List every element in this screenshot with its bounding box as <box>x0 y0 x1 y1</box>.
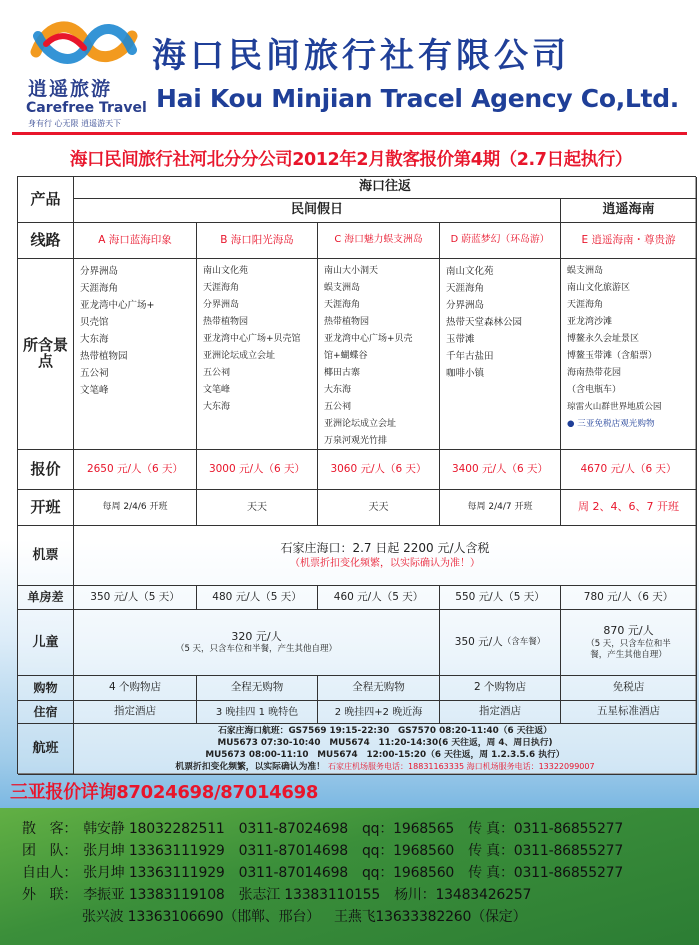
spot-item: 亚龙湾中心广场+贝壳 <box>324 334 413 344</box>
spot-item: 亚洲论坛成立会址 <box>203 351 276 361</box>
single-d: 550 元/人（5 天） <box>440 586 561 610</box>
hotel-c: 2 晚挂四+2 晚近海 <box>318 701 440 724</box>
spots-c <box>318 259 440 450</box>
depart-b: 天天 <box>197 490 318 526</box>
company-name-english: Hai Kou Minjian Tracel Agency Co,Ltd. <box>156 84 679 113</box>
contact-qq: qq：1968560 <box>361 843 455 859</box>
group-title: 海口往返 <box>74 177 697 199</box>
spot-item: （含电瓶车） <box>567 385 622 395</box>
spot-item: 南山文化苑 <box>446 266 494 277</box>
external-contact: 王燕飞13633382260（保定） <box>334 909 527 925</box>
spot-item: 热带植物园 <box>80 351 128 362</box>
logo-english-name: Carefree Travel <box>26 100 147 116</box>
flight-notes <box>175 761 594 773</box>
contact-tel: 0311-87014698 <box>238 843 348 859</box>
header-route: 线路 <box>18 223 74 259</box>
child-e-note-2: 餐，产生其他自理） <box>590 649 667 660</box>
ticket-price: 石家庄海口：2.7 日起 2200 元/人含税 <box>280 541 490 556</box>
external-label: 外 联： <box>22 887 78 903</box>
contact-label: 散 客： <box>22 821 78 837</box>
child-e <box>561 610 697 676</box>
external-contact: 张志江 13383110155 <box>238 887 381 903</box>
logo-chinese-name: 逍遥旅游 <box>28 78 113 100</box>
logo-slogan: 身有行 心无限 逍遥游天下 <box>28 119 122 128</box>
depart-a: 每周 2/4/6 开班 <box>74 490 197 526</box>
spot-item: 分界洲岛 <box>446 300 485 311</box>
header-product: 产品 <box>18 177 74 223</box>
contact-label: 自由人： <box>22 865 78 881</box>
price-c: 3060 元/人（6 天） <box>318 450 440 490</box>
spot-item: 热带植物园 <box>324 317 370 327</box>
flight-note: 机票折扣变化频繁，以实际确认为准！ <box>175 762 325 772</box>
hotel-b: 3 晚挂四 1 晚特色 <box>197 701 318 724</box>
sanya-hotline: 三亚报价详询87024698/87014698 <box>10 782 319 803</box>
route-e: E 逍遥海南・尊贵游 <box>561 223 697 259</box>
spot-item: 千年古盐田 <box>446 351 494 362</box>
contact-name: 韩安静 18032282511 <box>83 821 225 837</box>
subgroup-xiaoyao: 逍遥海南 <box>561 199 697 223</box>
hotel-d: 指定酒店 <box>440 701 561 724</box>
price-a: 2650 元/人（6 天） <box>74 450 197 490</box>
flight-info <box>74 724 697 775</box>
spot-item: 蜈支洲岛 <box>324 283 361 293</box>
route-b: B 海口阳光海岛 <box>197 223 318 259</box>
contact-row <box>22 840 637 860</box>
spot-item: 博鳌玉带滩（含船票） <box>567 351 658 361</box>
contact-fax: 传 真：0311-86855277 <box>468 865 624 881</box>
child-abc-note: （5 天，只含车位和半餐，产生其他自理） <box>175 644 338 655</box>
shopping-c: 全程无购物 <box>318 676 440 701</box>
route-a: A 海口蓝海印象 <box>74 223 197 259</box>
spots-d <box>440 259 561 450</box>
spot-item: 五公祠 <box>203 368 231 378</box>
child-e-price: 870 元/人 <box>603 624 654 638</box>
contact-label: 团 队： <box>22 843 78 859</box>
price-e: 4670 元/人（6 天） <box>561 450 697 490</box>
depart-c: 天天 <box>318 490 440 526</box>
shopping-d: 2 个购物店 <box>440 676 561 701</box>
child-e-note-1: （5 天，只含车位和半 <box>586 638 671 649</box>
contact-name: 张月坤 13363111929 <box>83 865 225 881</box>
child-abc-price: 320 元/人 <box>231 629 282 643</box>
contact-row <box>22 818 637 838</box>
spot-item: 亚龙湾中心广场+贝壳馆 <box>203 334 301 344</box>
flight-line-2: MU5673 07:30-10:40 MU5674 11:20-14:30(6 天往返，周 4、周日执行) <box>217 738 553 748</box>
price-table <box>17 176 696 774</box>
spot-item: 大东海 <box>80 334 109 345</box>
contact-fax: 传 真：0311-86855277 <box>468 843 624 859</box>
flight-line-3: MU5673 08:00-11:10 MU5674 12:00-15:20（6 天往返，周 1.2.3.5.6 执行） <box>205 750 565 760</box>
shopping-b: 全程无购物 <box>197 676 318 701</box>
contact-panel <box>0 808 699 945</box>
spot-item: 文笔峰 <box>80 385 109 396</box>
header-spots: 所含景点 <box>18 259 74 450</box>
single-a: 350 元/人（5 天） <box>74 586 197 610</box>
spot-item: 五公祠 <box>324 402 352 412</box>
header-flight: 航班 <box>18 724 74 775</box>
spots-e <box>561 259 697 450</box>
depart-e: 周 2、4、6、7 开班 <box>561 490 697 526</box>
header-child: 儿童 <box>18 610 74 676</box>
spot-item: 海南热带花园 <box>567 368 622 378</box>
spot-item: 大东海 <box>203 402 231 412</box>
spot-item: 万泉河观光竹排 <box>324 436 388 446</box>
company-name-chinese: 海口民间旅行社有限公司 <box>152 36 570 76</box>
price-b: 3000 元/人（6 天） <box>197 450 318 490</box>
spot-item: 贝壳馆 <box>80 317 109 328</box>
spot-item: 天涯海角 <box>203 283 240 293</box>
header-divider <box>12 132 687 135</box>
spot-item: 亚龙湾中心广场+ <box>80 300 155 311</box>
spot-item: 玉带滩 <box>446 334 475 345</box>
subgroup-minjian: 民间假日 <box>74 199 561 223</box>
spot-item-dutyfree: ● 三亚免税店观光购物 <box>567 419 655 429</box>
header-depart: 开班 <box>18 490 74 526</box>
contact-qq: qq：1968560 <box>361 865 455 881</box>
depart-d: 每周 2/4/7 开班 <box>440 490 561 526</box>
child-d <box>440 610 561 676</box>
external-row-2 <box>82 906 540 926</box>
external-contact: 李振亚 13383119108 <box>83 887 225 903</box>
external-contact: 张兴波 13363106690（邯郸、邢台） <box>82 909 321 925</box>
child-abc <box>74 610 440 676</box>
spot-item: 蜈支洲岛 <box>567 266 604 276</box>
spot-item: 文笔峰 <box>203 385 231 395</box>
spot-item: 馆+蝴蝶谷 <box>324 351 368 361</box>
spot-item: 博鳌永久会址景区 <box>567 334 640 344</box>
spot-item: 分界洲岛 <box>203 300 240 310</box>
ticket-info <box>74 526 697 586</box>
spot-item: 南山文化旅游区 <box>567 283 631 293</box>
contact-name: 张月坤 13363111929 <box>83 843 225 859</box>
spots-b <box>197 259 318 450</box>
route-d: D 蔚蓝梦幻（环岛游） <box>440 223 561 259</box>
spot-item: 热带植物园 <box>203 317 249 327</box>
spot-item: 椰田古寨 <box>324 368 361 378</box>
spot-item: 大东海 <box>324 385 352 395</box>
spot-item: 热带天堂森林公园 <box>446 317 523 328</box>
external-contact: 杨川：13483426257 <box>394 887 532 903</box>
flight-service-phones: 石家庄机场服务电话：18831163335 海口机场服务电话：13322099007 <box>328 762 595 771</box>
spot-item: 亚龙湾沙滩 <box>567 317 613 327</box>
spot-item: 南山文化苑 <box>203 266 249 276</box>
company-logo <box>22 14 147 129</box>
spot-item: 天涯海角 <box>324 300 361 310</box>
spot-item: 琼雷火山群世界地质公园 <box>567 402 662 412</box>
child-d-note: （含车餐） <box>502 636 546 647</box>
spot-item: 天涯海角 <box>446 283 485 294</box>
hotel-a: 指定酒店 <box>74 701 197 724</box>
single-e: 780 元/人（6 天） <box>561 586 697 610</box>
price-d: 3400 元/人（6 天） <box>440 450 561 490</box>
quote-title: 海口民间旅行社河北分分公司2012年2月散客报价第4期（2.7日起执行） <box>69 150 633 170</box>
shopping-a: 4 个购物店 <box>74 676 197 701</box>
spot-item: 天涯海角 <box>567 300 604 310</box>
contact-tel: 0311-87014698 <box>238 865 348 881</box>
header-ticket: 机票 <box>18 526 74 586</box>
spot-item: 亚洲论坛成立会址 <box>324 419 397 429</box>
child-d-price: 350 元/人 <box>454 635 503 648</box>
logo-swoosh-icon <box>28 14 140 76</box>
contact-row <box>22 862 637 882</box>
hotel-e: 五星标准酒店 <box>561 701 697 724</box>
header-price: 报价 <box>18 450 74 490</box>
single-b: 480 元/人（5 天） <box>197 586 318 610</box>
spot-item: 天涯海角 <box>80 283 119 294</box>
spots-a <box>74 259 197 450</box>
header-single: 单房差 <box>18 586 74 610</box>
spot-item: 五公祠 <box>80 368 109 379</box>
ticket-note: （机票折扣变化频繁，以实际确认为准！） <box>290 557 480 569</box>
contact-fax: 传 真：0311-86855277 <box>468 821 624 837</box>
route-c: C 海口魅力蜈支洲岛 <box>318 223 440 259</box>
contact-qq: qq：1968565 <box>361 821 455 837</box>
spot-item: 分界洲岛 <box>80 266 119 277</box>
spot-item: 咖啡小镇 <box>446 368 485 379</box>
shopping-e: 免税店 <box>561 676 697 701</box>
header-shopping: 购物 <box>18 676 74 701</box>
contact-tel: 0311-87024698 <box>238 821 348 837</box>
header-hotel: 住宿 <box>18 701 74 724</box>
flight-line-1: 石家庄海口航班：GS7569 19:15-22:30 GS7570 08:20-11:40（6 天往返） <box>218 726 552 736</box>
external-row <box>22 884 545 904</box>
spot-item: 南山大小洞天 <box>324 266 379 276</box>
single-c: 460 元/人（5 天） <box>318 586 440 610</box>
